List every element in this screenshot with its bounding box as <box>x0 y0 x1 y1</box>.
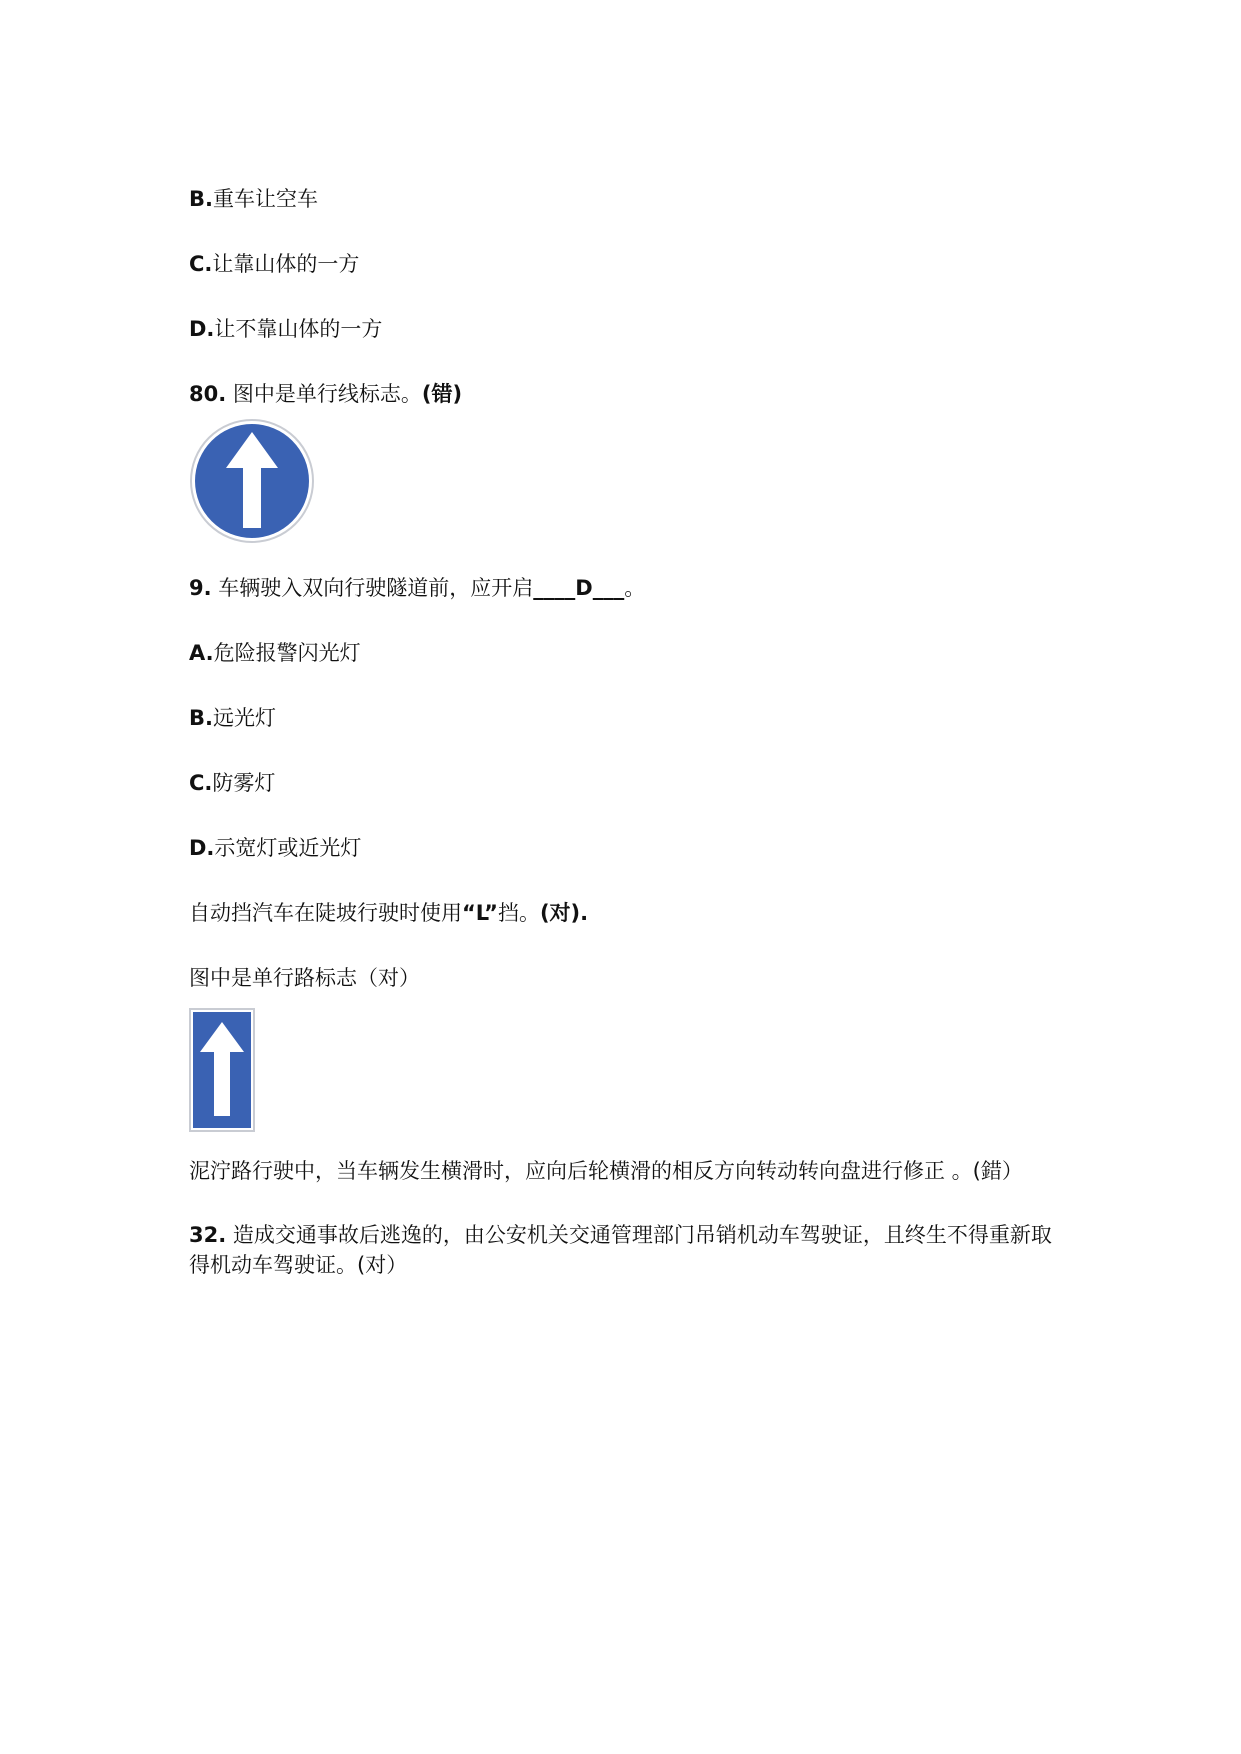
question-number: 80. <box>189 382 227 406</box>
question-answer: (错) <box>421 382 463 406</box>
option-letter: D. <box>189 836 215 860</box>
option-text: 远光灯 <box>212 706 276 730</box>
option-b <box>189 185 318 213</box>
option-d <box>189 834 361 862</box>
option-text: 防雾灯 <box>212 771 276 795</box>
option-letter: C. <box>189 771 213 795</box>
auto-gear-statement: 自动挡汽车在陡坡行驶时使用“L”挡。(对). <box>189 901 589 925</box>
answer-blank: ____D___ <box>533 576 625 600</box>
option-a <box>189 639 361 667</box>
question-text: 图中是单行线标志。 <box>226 382 422 406</box>
option-letter: C. <box>189 252 213 276</box>
one-way-sign-icon <box>189 1008 255 1132</box>
option-b <box>189 704 276 732</box>
question-80 <box>189 380 462 408</box>
option-text: 示宽灯或近光灯 <box>214 836 362 860</box>
question-text: 车辆驶入双向行驶隧道前，应开启 <box>211 576 534 600</box>
option-text: 重车让空车 <box>212 187 318 211</box>
question-32 <box>189 1220 1069 1280</box>
question-number: 9. <box>189 576 212 600</box>
option-text: 危险报警闪光灯 <box>213 641 361 665</box>
option-text: 让靠山体的一方 <box>212 252 360 276</box>
option-letter: B. <box>189 706 213 730</box>
one-way-road-statement: 图中是单行路标志（对） <box>189 966 420 990</box>
option-d <box>189 315 382 343</box>
muddy-road-statement: 泥泞路行驶中，当车辆发生横滑时，应向后轮横滑的相反方向转动转向盘进行修正 。(錯） <box>189 1159 1023 1183</box>
option-text: 让不靠山体的一方 <box>214 317 383 341</box>
option-letter: A. <box>189 641 214 665</box>
option-letter: B. <box>189 187 213 211</box>
option-c <box>189 250 359 278</box>
straight-ahead-sign-icon <box>189 418 315 544</box>
question-text: 造成交通事故后逃逸的，由公安机关交通管理部门吊销机动车驾驶证，且终生不得重新取得机动车驾驶证。(对） <box>189 1223 1052 1277</box>
option-letter: D. <box>189 317 215 341</box>
question-9: 9. 车辆驶入双向行驶隧道前，应开启____D___。 <box>189 576 646 600</box>
question-number: 32. <box>189 1223 227 1247</box>
option-c <box>189 769 275 797</box>
